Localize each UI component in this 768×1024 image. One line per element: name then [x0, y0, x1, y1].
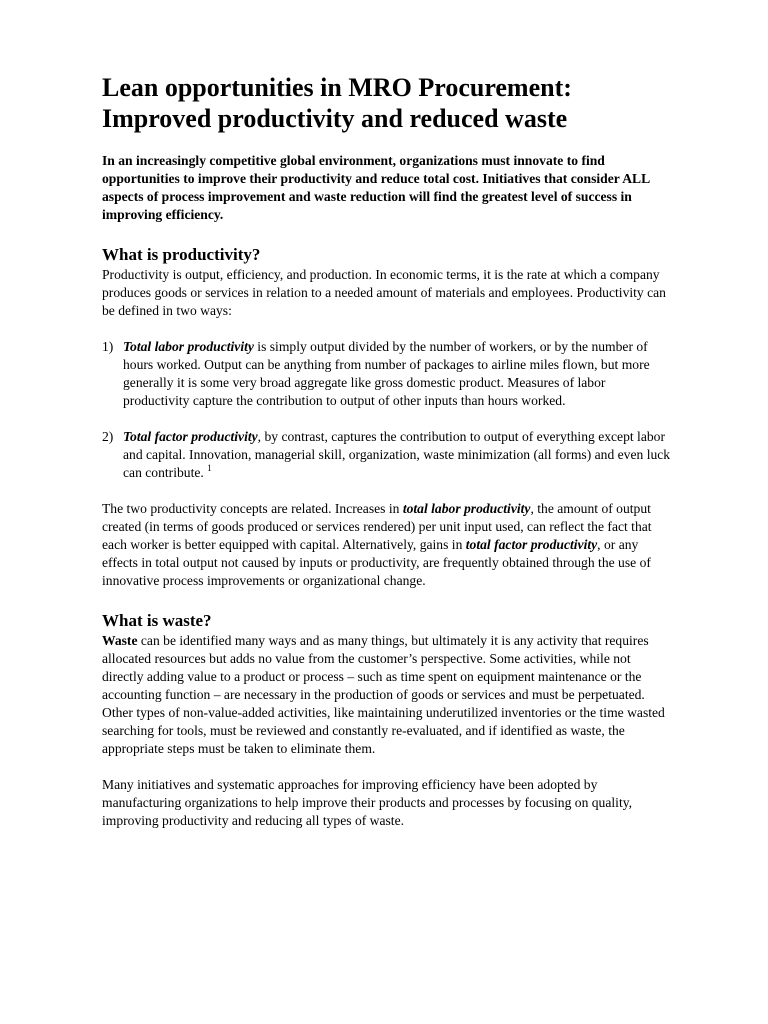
section-heading-waste: What is waste? [102, 611, 212, 630]
list-text: , by contrast, captures the contribution to output of everything except labor and capital. Innovation, managerial skill, organization, waste minimization (all forms) and even luck can contribute. [123, 429, 671, 480]
section-heading-productivity: What is productivity? [102, 245, 261, 264]
list-text: is simply output divided by the number of workers, or by the number of hours worked. Output can be anything from number of packages to airline miles flown, but more generally it is some very broad aggregate like gross domestic product. Measures of labor productivity capture the contribution to output of other inputs than hours worked. [123, 339, 650, 408]
productivity-types-list [102, 338, 672, 482]
list-term: Total labor productivity [123, 339, 254, 354]
productivity-definition-paragraph: Productivity is output, efficiency, and production. In economic terms, it is the rate at which a company produces goods or services in relation to a needed amount of materials and employees. Productivity can be defined in two ways: [102, 267, 666, 318]
paragraph-text: , the amount of output created (in terms of goods produced or services rendered) per unit input used, can reflect the fact that each worker is better equipped with capital. Alternatively, gains in [102, 501, 652, 552]
document-page [102, 72, 672, 830]
paragraph-text: , or any effects in total output not caused by inputs or productivity, are frequently obtained through the use of innovative process improvements or organizational change. [102, 537, 651, 588]
list-term: Total factor productivity [123, 429, 258, 444]
waste-definition-paragraph [102, 632, 672, 758]
emphasis-term: total labor productivity [402, 501, 531, 516]
footnote-marker: 1 [207, 463, 212, 473]
productivity-relation-paragraph [102, 500, 672, 590]
emphasis-term: total factor productivity [465, 537, 598, 552]
document-title [102, 72, 672, 134]
paragraph-text: can be identified many ways and as many things, but ultimately it is any activity that requires allocated resources but adds no value from the customer’s perspective. Some activities, while not directly adding value to a product or process – such as time spent on equipment maintenance or the accounting function – are necessary in the production of goods or services and must be perpetuated. Other types of non-value-added activities, like maintaining underutilized inventories or the time wasted searching for tools, must be reviewed and constantly re-evaluated, and if identified as waste, the appropriate steps must be taken to eliminate them. [102, 633, 665, 756]
paragraph-text: The two productivity concepts are related. Increases in [102, 501, 403, 516]
intro-paragraph: In an increasingly competitive global environment, organizations must innovate to find opportunities to improve their productivity and reduce total cost. Initiatives that consider ALL aspects of process improvement and waste reduction will find the greatest level of success in improving efficiency. [102, 153, 650, 222]
list-marker: 2) [102, 429, 114, 444]
waste-term: Waste [102, 633, 138, 648]
initiatives-paragraph: Many initiatives and systematic approaches for improving efficiency have been adopted by manufacturing organizations to help improve their products and processes by focusing on quality, improving productivity and reducing all types of waste. [102, 777, 633, 828]
title-line-1: Lean opportunities in MRO Procurement: [102, 73, 572, 102]
list-marker: 1) [102, 339, 114, 354]
list-item [102, 338, 672, 410]
title-line-2: Improved productivity and reduced waste [102, 104, 568, 133]
list-item [102, 428, 672, 482]
